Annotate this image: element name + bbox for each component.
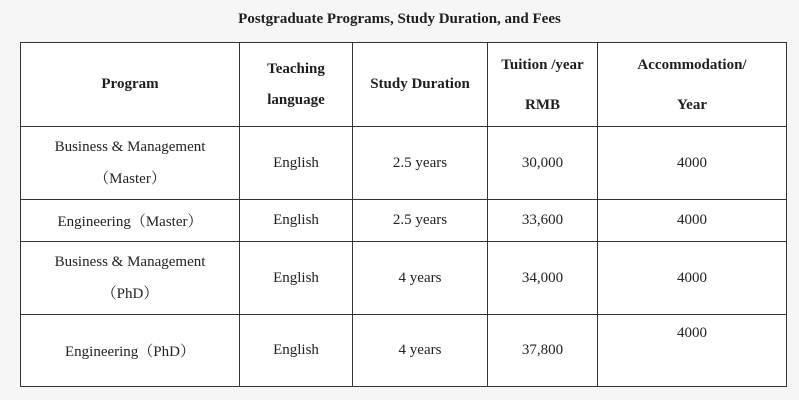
tuition-cell: 33,600 (488, 200, 598, 242)
accommodation-cell: 4000 (598, 200, 787, 242)
program-name-line2: （PhD） (101, 286, 159, 302)
header-teaching-language-line2: language (267, 91, 325, 108)
table-row (21, 315, 787, 387)
header-teaching-language (240, 43, 353, 127)
header-program (21, 43, 240, 127)
program-name-line2: （Master） (94, 171, 166, 187)
tuition-cell: 34,000 (488, 242, 598, 315)
header-teaching-language-line1: Teaching (267, 60, 325, 77)
program-name-line1: Engineering（Master） (57, 214, 203, 230)
header-tuition-line2: RMB (525, 96, 560, 113)
language-cell: English (240, 315, 353, 387)
duration-cell: 2.5 years (353, 200, 488, 242)
header-tuition (488, 43, 598, 127)
programs-table (20, 42, 787, 387)
accommodation-cell: 4000 (598, 127, 787, 200)
language-cell: English (240, 200, 353, 242)
table-row (21, 200, 787, 242)
duration-cell: 4 years (353, 242, 488, 315)
header-tuition-line1: Tuition /year (501, 56, 584, 73)
language-cell: English (240, 127, 353, 200)
program-name-line1: Business & Management (54, 254, 206, 270)
duration-cell: 4 years (353, 315, 488, 387)
program-cell (21, 200, 240, 242)
accommodation-cell: 4000 (598, 242, 787, 315)
table-row (21, 127, 787, 200)
header-accommodation (598, 43, 787, 127)
program-name-line1: Engineering（PhD） (65, 344, 195, 360)
tuition-cell: 30,000 (488, 127, 598, 200)
header-row (21, 43, 787, 127)
header-accommodation-line1: Accommodation/ (637, 56, 747, 73)
header-accommodation-line2: Year (677, 96, 707, 113)
language-cell: English (240, 242, 353, 315)
header-study-duration (353, 43, 488, 127)
accommodation-cell: 4000 (598, 315, 787, 387)
page-title: Postgraduate Programs, Study Duration, and Fees (238, 11, 561, 27)
duration-cell: 2.5 years (353, 127, 488, 200)
table-row (21, 242, 787, 315)
program-name-line1: Business & Management (54, 139, 206, 155)
header-program-label: Program (101, 76, 159, 92)
program-cell (21, 127, 240, 200)
program-cell (21, 315, 240, 387)
header-study-duration-label: Study Duration (370, 76, 470, 92)
tuition-cell: 37,800 (488, 315, 598, 387)
program-cell (21, 242, 240, 315)
